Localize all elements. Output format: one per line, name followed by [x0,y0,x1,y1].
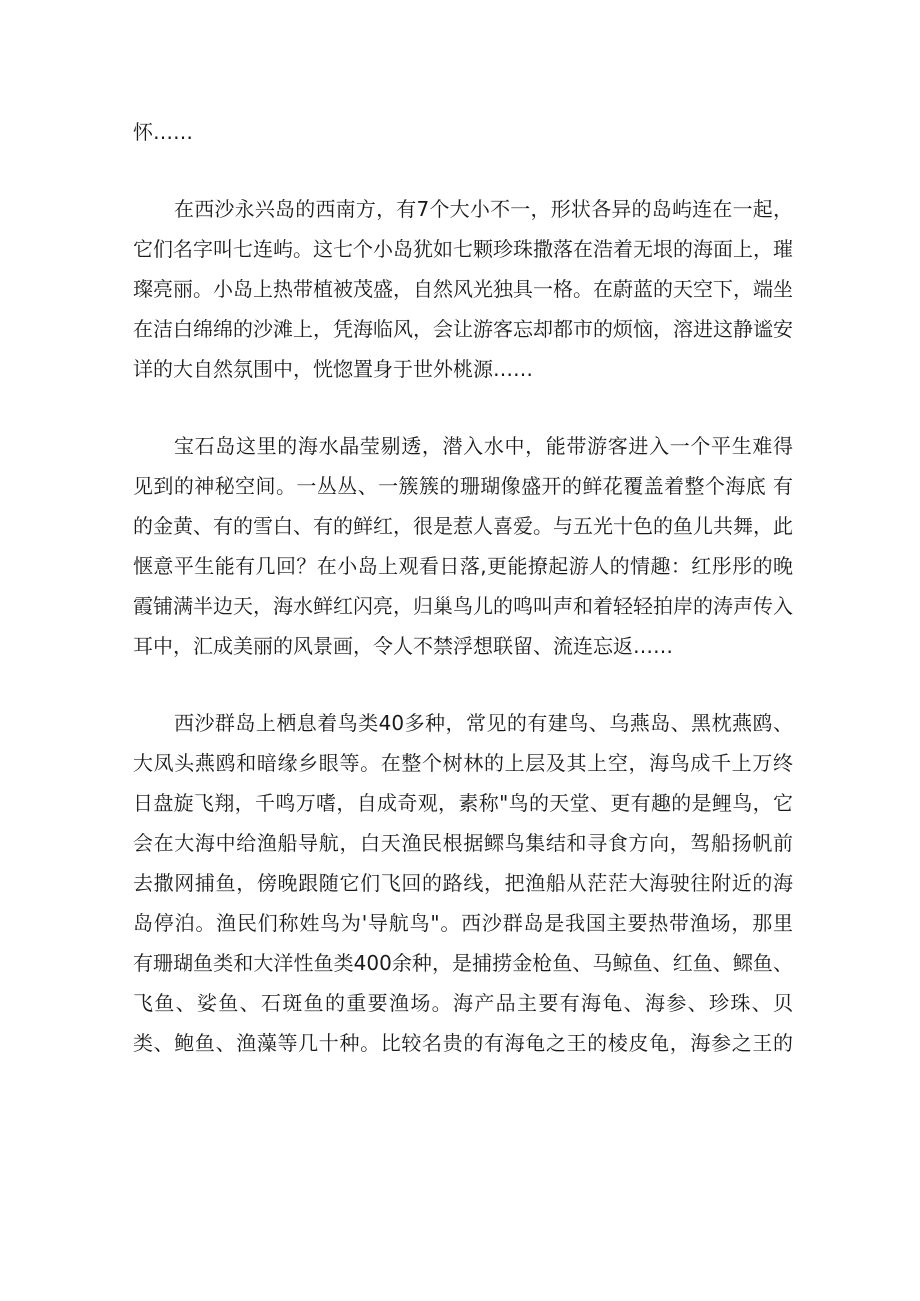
text-line: 西沙群岛上栖息着鸟类40多种，常见的有建鸟、乌燕岛、黑枕燕鸥、 [174,711,793,735]
text-line: 璨亮丽。小岛上热带植被茂盛，自然风光独具一格。在蔚蓝的天空下，端坐 [133,277,793,301]
paragraph-gap [133,666,793,703]
text-line: 见到的神秘空间。一丛丛、一簇簇的珊瑚像盛开的鲜花覆盖着整个海底 有 [133,474,793,498]
text-line: 大凤头燕鸥和暗缘乡眼等。在整个树林的上层及其上空，海鸟成千上万终 [133,751,793,775]
text-line: 在洁白绵绵的沙滩上，凭海临风，会让游客忘却都市的烦恼，溶进这静谧安 [133,317,793,341]
paragraph [133,189,793,389]
text-line: 怀…… [133,120,193,144]
text-line: 会在大海中给渔船导航，白天渔民根据鳏鸟集结和寻食方向，驾船扬帆前 [133,831,793,855]
text-line: 类、鲍鱼、渔藻等几十种。比较名贵的有海龟之王的棱皮龟，海参之王的 [133,1031,793,1055]
text-line: 有珊瑚鱼类和大洋性鱼类400余种，是捕捞金枪鱼、马鲸鱼、红鱼、鳏鱼、 [133,951,793,975]
text-line: 飞鱼、娑鱼、石斑鱼的重要渔场。海产品主要有海龟、海参、珍珠、贝 [133,991,793,1015]
text-line: 的金黄、有的雪白、有的鲜红，很是惹人喜爱。与五光十色的鱼儿共舞，此 [133,514,793,538]
text-line: 耳中，汇成美丽的风景画，令人不禁浮想联留、流连忘返…… [133,634,673,658]
text-line: 日盘旋飞翔，千鸣万嗜，自成奇观，素称"鸟的天堂、更有趣的是鲤鸟，它 [133,791,793,815]
paragraph [133,426,793,666]
paragraph-gap [133,389,793,426]
paragraph-gap [133,152,793,189]
text-line: 惬意平生能有几回？在小岛上观看日落,更能撩起游人的情趣：红彤彤的晚 [133,554,793,578]
paragraph [133,112,793,152]
body-text [133,112,793,1063]
text-line: 去撒网捕鱼，傍晚跟随它们飞回的路线，把渔船从茫茫大海驶往附近的海 [133,871,793,895]
text-line: 详的大自然氛围中，恍惚置身于世外桃源…… [133,357,533,381]
text-line: 岛停泊。渔民们称姓鸟为'导航鸟"。西沙群岛是我国主要热带渔场，那里 [133,911,793,935]
paragraph [133,703,793,1063]
text-line: 宝石岛这里的海水晶莹剔透，潜入水中，能带游客进入一个平生难得 [174,434,793,458]
text-line: 在西沙永兴岛的西南方，有7个大小不一，形状各异的岛屿连在一起， [174,197,793,221]
text-line: 它们名字叫七连屿。这七个小岛犹如七颗珍珠撒落在浩着无垠的海面上，璀 [133,237,793,261]
text-line: 霞铺满半边天，海水鲜红闪亮，归巢鸟儿的鸣叫声和着轻轻拍岸的涛声传入 [133,594,793,618]
